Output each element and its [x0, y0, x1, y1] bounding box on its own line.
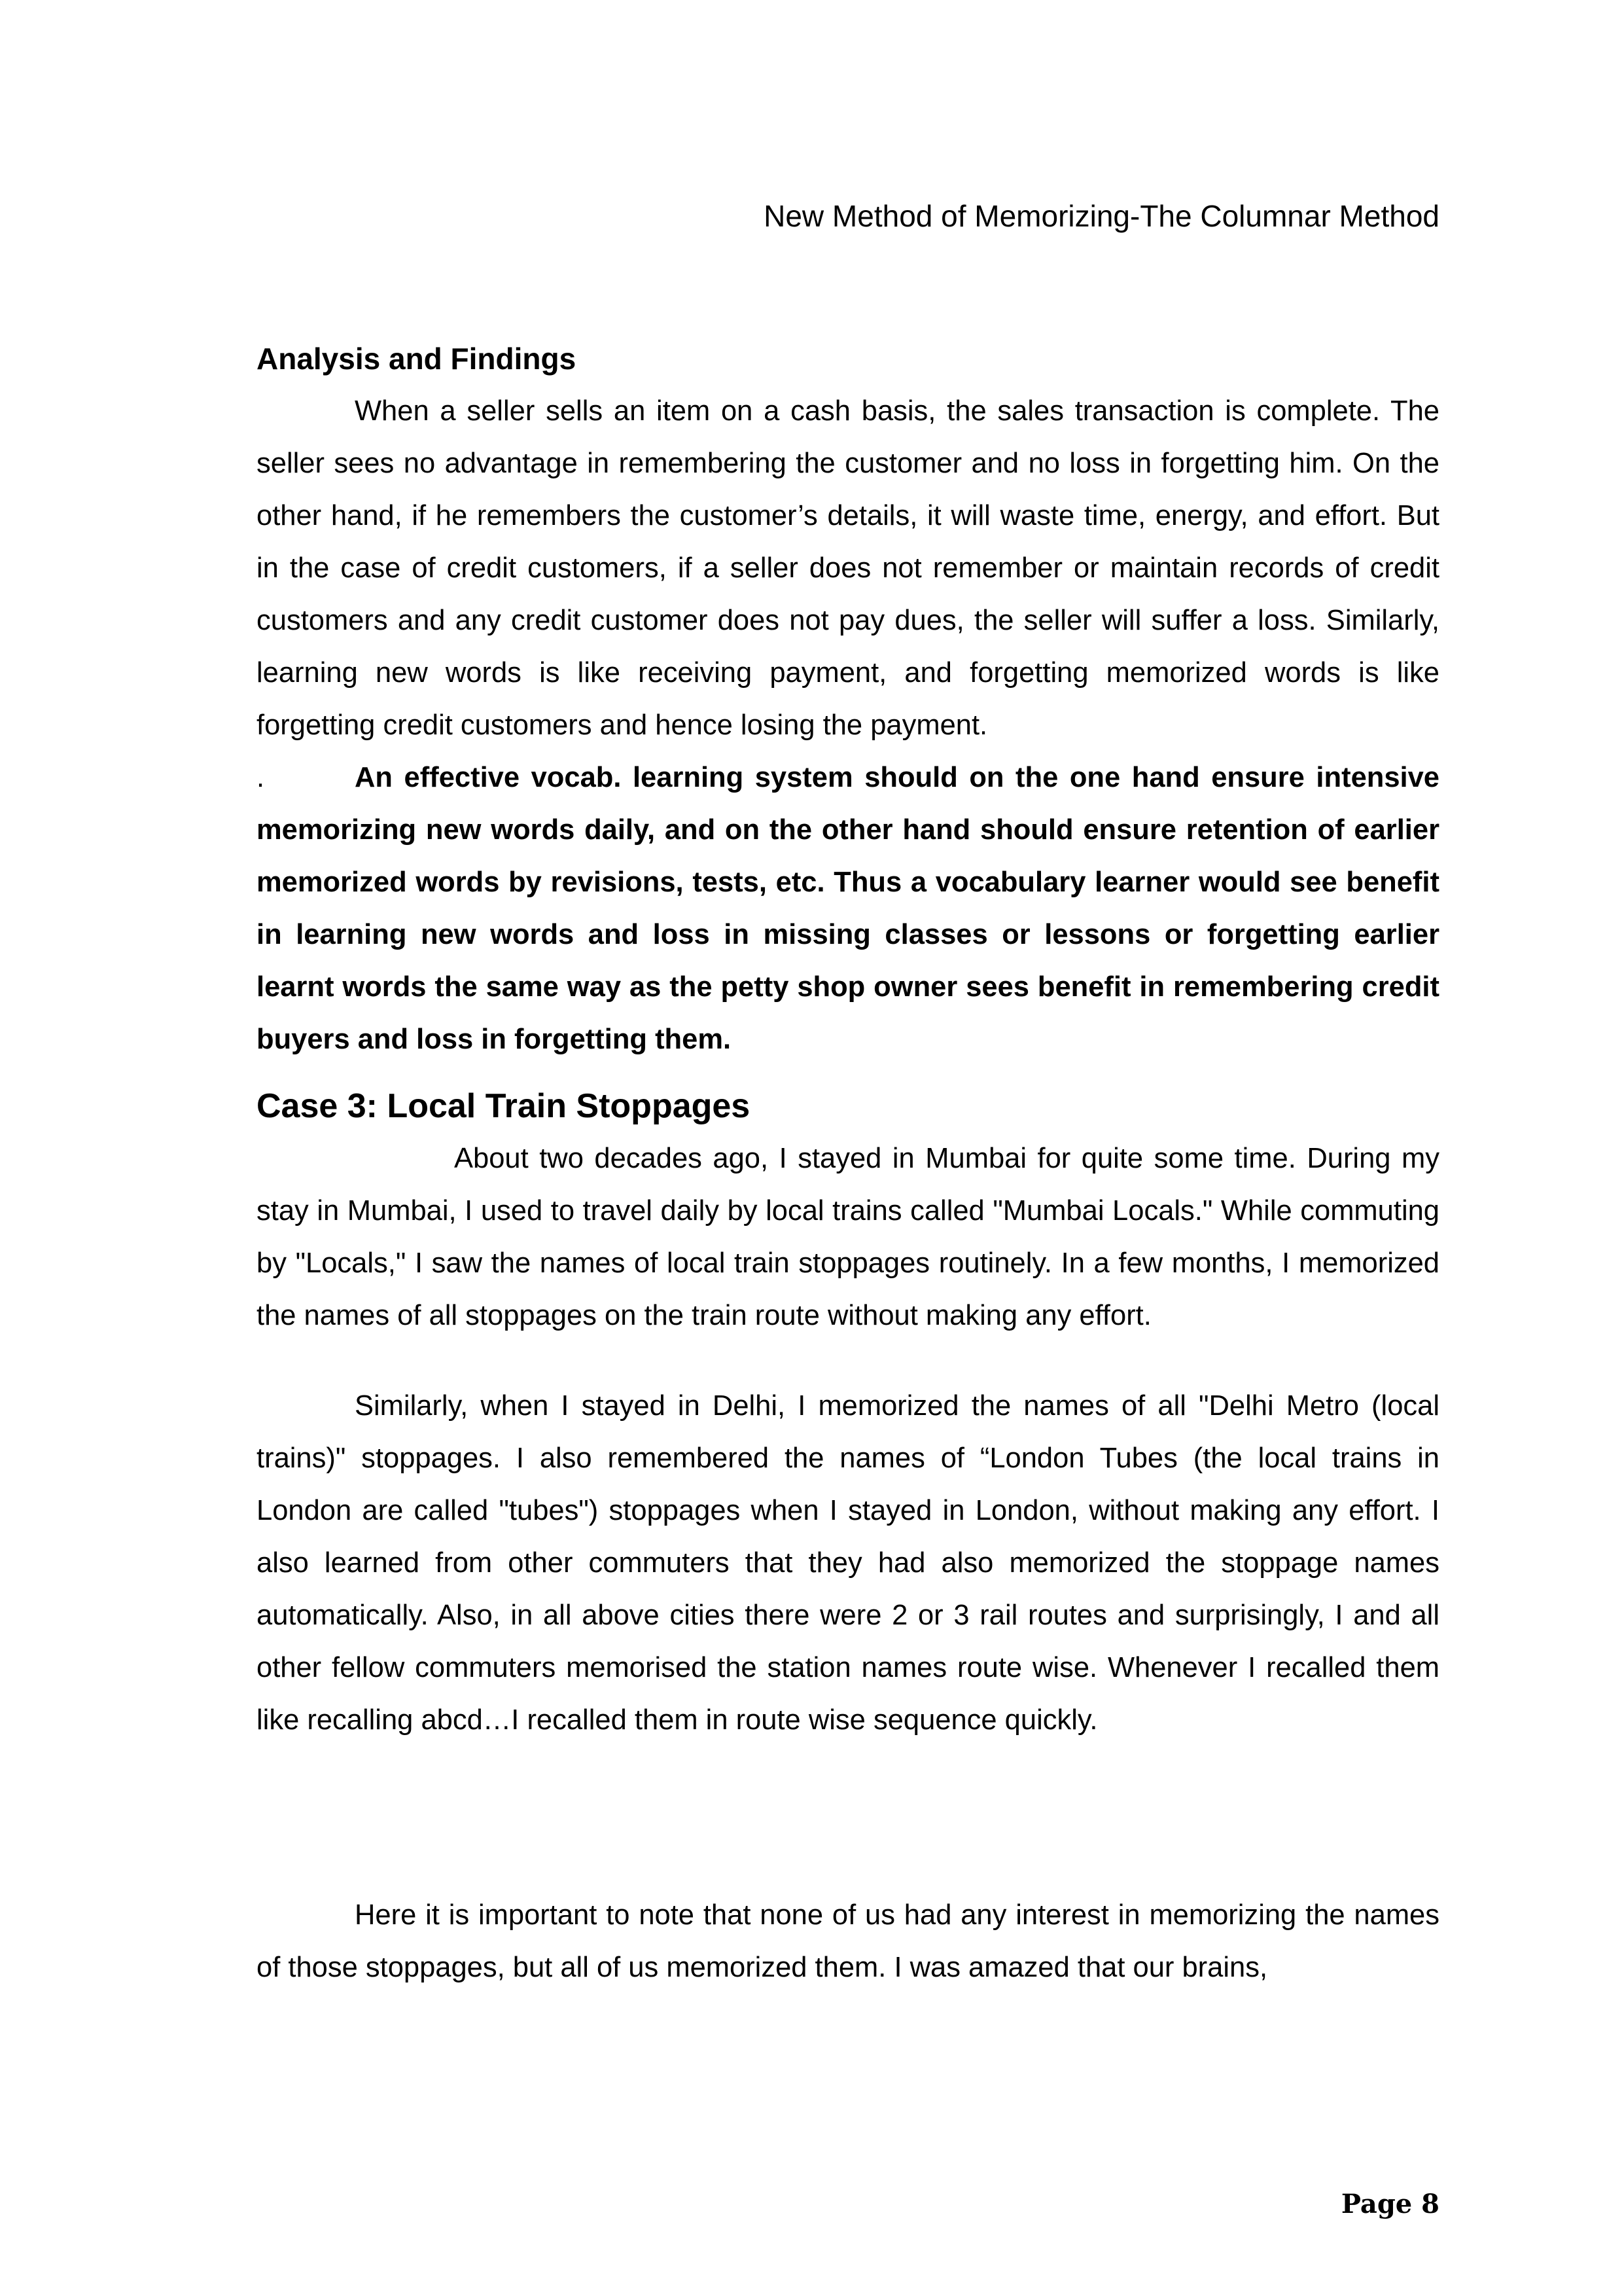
analysis-paragraph-1: When a seller sells an item on a cash basis, the sales transaction is complete. The seller sees no advantage in remembering the customer and no loss in forgetting him. On the other hand, if he remembers the customer’s details, it will waste time, energy, and effort. But in the case of credit customers, if a seller does not remember or maintain records of credit customers and any credit customer does not pay dues, the seller will suffer a loss. Similarly, learning new words is like receiving payment, and forgetting memorized words is like forgetting credit customers and hence losing the payment. — [256, 395, 1439, 741]
lead-marker: . — [256, 762, 265, 793]
bold-paragraph-text: An effective vocab. learning system should on the one hand ensure intensive memorizing new words daily, and on the other hand should ensure retention of earlier memorized words by revisions, tests, etc. Thus a vocabulary learner would see benefit in learning new words and loss in missing classes or lessons or forgetting earlier learnt words the same way as the petty shop owner sees benefit in remembering credit buyers and loss in forgetting them. — [256, 762, 1439, 1055]
page-body — [256, 332, 1439, 1994]
section-heading-analysis: Analysis and Findings — [256, 342, 576, 376]
running-header: New Method of Memorizing-The Columnar Method — [764, 199, 1439, 233]
case3-paragraph-2: Similarly, when I stayed in Delhi, I memorized the names of all "Delhi Metro (local trains)" stoppages. I also remembered the names of “London Tubes (the local trains in London are called "tubes") stoppages when I stayed in London, without making any effort. I also learned from other commuters that they had also memorized the stoppage names automatically. Also, in all above cities there were 2 or 3 rail routes and surprisingly, I and all other fellow commuters memorised the station names route wise. Whenever I recalled them like recalling abcd…I recalled them in route wise sequence quickly. — [256, 1390, 1439, 1736]
case3-paragraph-1: About two decades ago, I stayed in Mumbai for quite some time. During my stay in Mumbai, I used to travel daily by local trains called "Mumbai Locals." While commuting by "Locals," I saw the names of local train stoppages routinely. In a few months, I memorized the names of all stoppages on the train route without making any effort. — [256, 1143, 1439, 1331]
analysis-bold-paragraph — [256, 751, 1439, 1066]
page-number: Page 8 — [1341, 2189, 1439, 2219]
case3-paragraph-3: Here it is important to note that none of us had any interest in memorizing the names of those stoppages, but all of us memorized them. I was amazed that our brains, — [256, 1899, 1439, 1983]
section-heading-case-3: Case 3: Local Train Stoppages — [256, 1087, 750, 1125]
